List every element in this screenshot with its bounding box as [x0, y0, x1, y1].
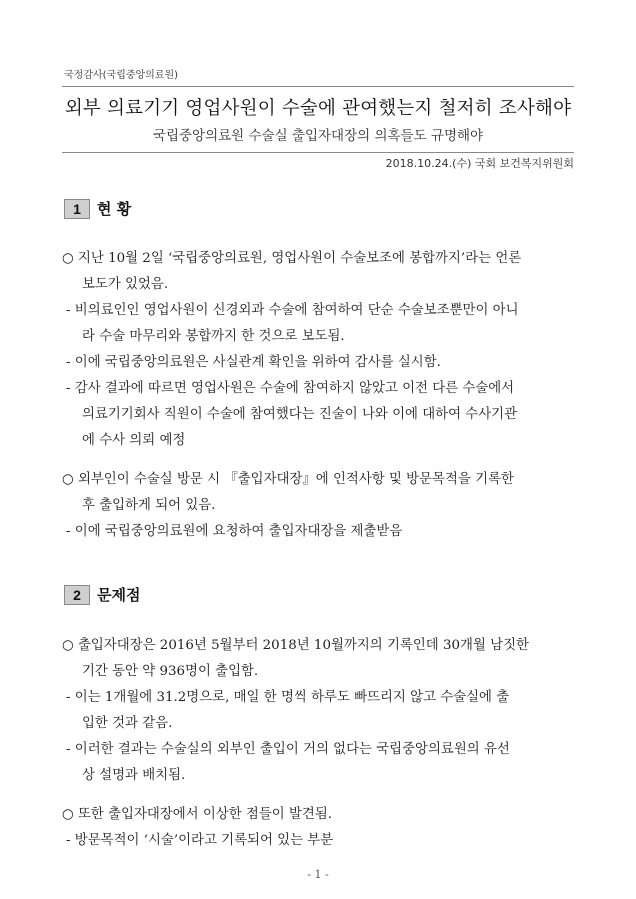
bullet-item: ○ 외부인이 수술실 방문 시 『출입자대장』에 인적사항 및 방문목적을 기록한	[62, 472, 514, 487]
bullet-continuation: 기간 동안 약 936명이 출입함.	[82, 664, 259, 679]
document-category-label: 국정감사(국립중앙의료원)	[64, 70, 179, 81]
dash-item: - 방문목적이 ‘시술’이라고 기록되어 있는 부분	[66, 833, 334, 848]
dash-item: - 이에 국립중앙의료원은 사실관계 확인을 위하여 감사를 실시함.	[66, 355, 441, 370]
bullet-item: ○ 출입자대장은 2016년 5월부터 2018년 10월까지의 기록인데 30개월 남짓한	[62, 638, 529, 653]
section-title: 현 황	[97, 200, 132, 218]
dash-item: - 비의료인인 영업사원이 신경외과 수술에 참여하여 단순 수술보조뿐만이 아니	[66, 303, 519, 318]
bullet-item: ○ 지난 10월 2일 ‘국립중앙의료원, 영업사원이 수술보조에 봉합까지’라는 언론	[62, 251, 522, 266]
page-number: - 1 -	[307, 868, 329, 881]
page-title: 외부 의료기기 영업사원이 수술에 관여했는지 철저히 조사해야	[64, 98, 572, 119]
section-1-heading	[64, 198, 131, 219]
dash-continuation: 상 설명과 배치됨.	[82, 768, 186, 783]
dash-item: - 이에 국립중앙의료원에 요청하여 출입자대장을 제출받음	[66, 524, 403, 539]
dash-item: - 이러한 결과는 수술실의 외부인 출입이 거의 없다는 국립중앙의료원의 유선	[66, 742, 510, 757]
dash-continuation: 에 수사 의뢰 예정	[82, 433, 186, 448]
dash-continuation: 라 수술 마무리와 봉합까지 한 것으로 보도됨.	[82, 329, 345, 344]
date-committee-line: 2018.10.24.(수) 국회 보건복지위원회	[385, 157, 574, 170]
bottom-divider	[62, 152, 574, 153]
bullet-continuation: 후 출입하게 되어 있음.	[82, 498, 216, 513]
section-number-badge: 2	[64, 585, 90, 605]
dash-item: - 감사 결과에 따르면 영업사원은 수술에 참여하지 않았고 이전 다른 수술에서	[66, 381, 515, 396]
dash-continuation: 의료기기회사 직원이 수술에 참여했다는 진술이 나와 이에 대하여 수사기관	[82, 407, 518, 422]
bullet-item: ○ 또한 출입자대장에서 이상한 점들이 발견됨.	[62, 807, 333, 822]
page-subtitle: 국립중앙의료원 수술실 출입자대장의 의혹들도 규명해야	[152, 128, 484, 144]
section-2-heading	[64, 584, 140, 605]
dash-item: - 이는 1개월에 31.2명으로, 매일 한 명씩 하루도 빠뜨리지 않고 수술실에 출	[66, 690, 510, 705]
top-divider	[62, 86, 574, 87]
section-number-badge: 1	[64, 199, 90, 219]
section-title: 문제점	[97, 586, 141, 604]
dash-continuation: 입한 것과 같음.	[82, 716, 173, 731]
bullet-continuation: 보도가 있었음.	[82, 277, 169, 292]
